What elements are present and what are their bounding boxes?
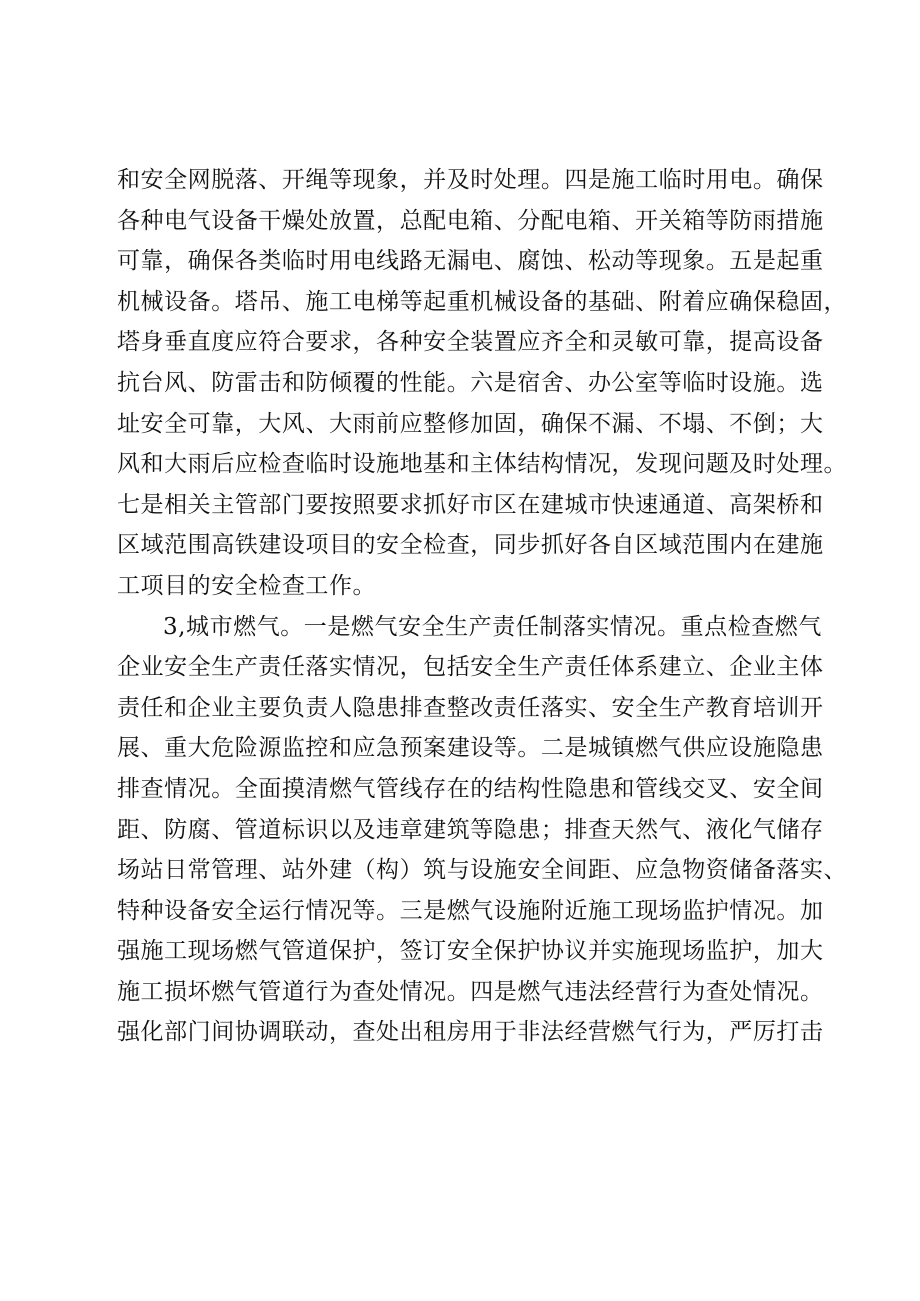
text-line: 区域范围高铁建设项目的安全检查，同步抓好各自区域范围内在建施 (117, 532, 824, 559)
text-line: 展、重大危险源监控和应急预案建设等。二是城镇燃气供应设施隐患 (117, 735, 824, 762)
paragraph-city-gas (117, 607, 848, 1054)
text-line: 场站日常管理、站外建（构）筑与设施安全间距、应急物资储备落实、 (117, 857, 848, 884)
document-body (117, 160, 848, 1053)
text-line: 抗台风、防雷击和防倾覆的性能。六是宿舍、办公室等临时设施。选 (117, 369, 824, 396)
text-line: 和安全网脱落、开绳等现象，并及时处理。四是施工临时用电。确保 (117, 167, 824, 193)
text-line: 各种电气设备干燥处放置，总配电箱、分配电箱、开关箱等防雨措施 (117, 207, 824, 234)
text-line: 强化部门间协调联动，查处出租房用于非法经营燃气行为，严厉打击 (117, 1019, 824, 1046)
text-line: 施工损坏燃气管道行为查处情况。四是燃气违法经营行为查处情况。 (117, 978, 824, 1005)
text-line: 工项目的安全检查工作。 (117, 572, 377, 599)
text-line: 企业安全生产责任落实情况，包括安全生产责任体系建立、企业主体 (117, 654, 824, 681)
text-line: 排查情况。全面摸清燃气管线存在的结构性隐患和管线交叉、安全间 (117, 775, 824, 802)
text-line-heading: 3,城市燃气。一是燃气安全生产责任制落实情况。重点检查燃气 (163, 613, 822, 640)
text-line: 可靠，确保各类临时用电线路无漏电、腐蚀、松动等现象。五是起重 (117, 248, 824, 275)
text-line: 塔身垂直度应符合要求，各种安全装置应齐全和灵敏可靠，提高设备 (117, 329, 824, 356)
text-line: 特种设备安全运行情况等。三是燃气设施附近施工现场监护情况。加 (117, 897, 824, 924)
text-line: 风和大雨后应检查临时设施地基和主体结构情况，发现问题及时处理。 (117, 451, 848, 478)
text-line: 址安全可靠，大风、大雨前应整修加固，确保不漏、不塌、不倒；大 (117, 410, 824, 437)
text-line: 七是相关主管部门要按照要求抓好市区在建城市快速通道、高架桥和 (117, 491, 824, 518)
text-line: 距、防腐、管道标识以及违章建筑等隐患；排查天然气、液化气储存 (117, 816, 824, 843)
text-line: 强施工现场燃气管道保护，签订安全保护协议并实施现场监护，加大 (117, 938, 824, 965)
text-line: 责任和企业主要负责人隐患排查整改责任落实、安全生产教育培训开 (117, 694, 824, 721)
text-line: 机械设备。塔吊、施工电梯等起重机械设备的基础、附着应确保稳固， (117, 288, 848, 315)
paragraph-construction-safety (117, 160, 848, 607)
